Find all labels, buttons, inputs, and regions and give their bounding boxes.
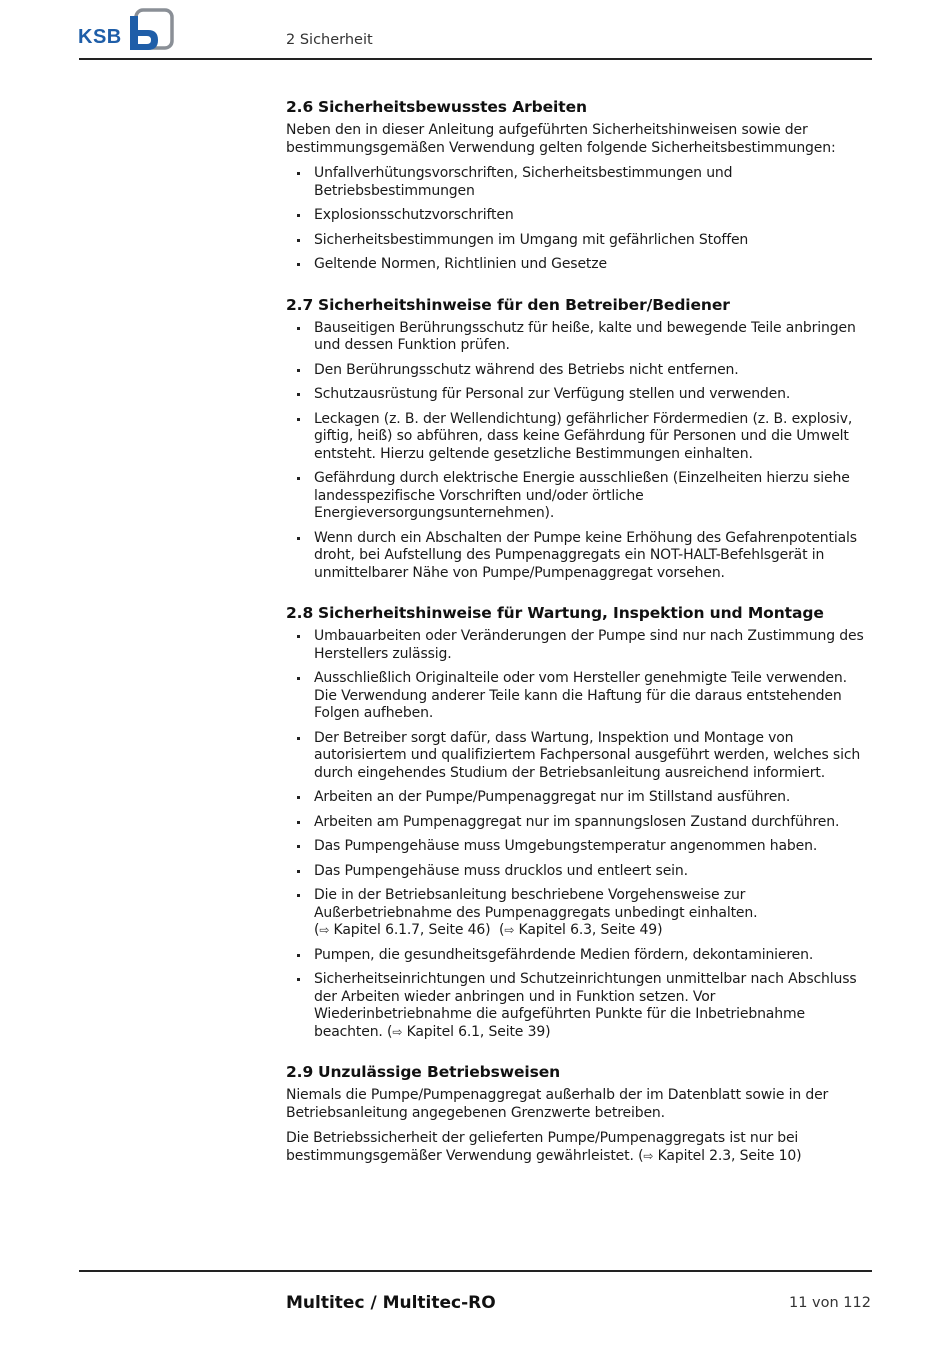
bullet-icon (297, 954, 300, 957)
bullet-icon (297, 677, 300, 680)
bullet-icon (297, 327, 300, 330)
footer-rule (79, 1270, 872, 1272)
list-item: Gefährdung durch elektrische Energie ausschließen (Einzelheiten hierzu siehe landesspezifische Vorschriften und/oder örtliche Energieversorgungsunternehmen). (286, 470, 872, 523)
list-item: Unfallverhütungsvorschriften, Sicherheitsbestimmungen und Betriebsbestimmungen (286, 165, 872, 200)
bullet-list (286, 165, 872, 274)
section-2-8 (286, 604, 872, 1041)
cross-reference-link[interactable]: Kapitel 2.3, Seite 10 (657, 1147, 797, 1164)
paragraph: Die Betriebssicherheit der gelieferten Pumpe/Pumpenaggregats ist nur bei bestimmungsgemäßer Verwendung gewährleistet. (⇨ Kapitel 2.3, Seite 10) (286, 1130, 802, 1164)
section-heading (286, 98, 872, 116)
list-item: Das Pumpengehäuse muss drucklos und entleert sein. (286, 863, 872, 881)
section-number: 2.8 (286, 604, 314, 622)
reference-arrow-icon: ⇨ (392, 1024, 403, 1039)
page-content (286, 98, 872, 1187)
list-item: Sicherheitseinrichtungen und Schutzeinrichtungen unmittelbar nach Abschluss der Arbeiten wieder anbringen und in Funktion setzen. Vor Wiederinbetriebnahme die aufgeführten Punkte für die Inbetriebnahme beachten. (⇨ Kapitel 6.1, Seite 39) (286, 971, 872, 1041)
section-title: Sicherheitsbewusstes Arbeiten (318, 98, 587, 116)
list-item: Ausschließlich Originalteile oder vom Hersteller genehmigte Teile verwenden. Die Verwendung anderer Teile kann die Haftung für die daraus entstehenden Folgen aufheben. (286, 670, 872, 723)
bullet-icon (297, 369, 300, 372)
section-intro: Neben den in dieser Anleitung aufgeführten Sicherheitshinweisen sowie der bestimmungsgemäßen Verwendung gelten folgende Sicherheitsbestimmungen: (286, 122, 836, 156)
list-item: Das Pumpengehäuse muss Umgebungstemperatur angenommen haben. (286, 838, 872, 856)
bullet-icon (297, 737, 300, 740)
bullet-icon (297, 263, 300, 266)
header-rule (79, 58, 872, 60)
ksb-logo (78, 8, 174, 52)
list-item: Die in der Betriebsanleitung beschriebene Vorgehensweise zur Außerbetriebnahme des Pumpenaggregats unbedingt einhalten. (⇨ Kapitel 6.1.7, Seite 46) (⇨ Kapitel 6.3, Seite 49) (286, 887, 872, 940)
section-number: 2.7 (286, 295, 314, 314)
section-2-7 (286, 296, 872, 583)
paragraph: Niemals die Pumpe/Pumpenaggregat außerhalb der im Datenblatt sowie in der Betriebsanleitung angegebenen Grenzwerte betreiben. (286, 1087, 829, 1121)
section-number: 2.6 (286, 98, 314, 116)
list-item: Pumpen, die gesundheitsgefährdende Medien fördern, dekontaminieren. (286, 947, 872, 965)
list-item: Explosionsschutzvorschriften (286, 207, 872, 225)
bullet-list (286, 628, 872, 1041)
bullet-icon (297, 870, 300, 873)
list-item: Wenn durch ein Abschalten der Pumpe keine Erhöhung des Gefahrenpotentials droht, bei Aufstellung des Pumpenaggregats ein NOT-HALT-Befehlsgerät in unmittelbarer Nähe von Pumpe/Pumpenaggregat vorsehen. (286, 530, 872, 583)
list-item: Der Betreiber sorgt dafür, dass Wartung, Inspektion und Montage von autorisiertem und qualifiziertem Fachpersonal ausgeführt werden, welches sich durch eingehendes Studium der Betriebsanleitung ausreichend informiert. (286, 730, 872, 783)
bullet-icon (297, 418, 300, 421)
list-item: Umbauarbeiten oder Veränderungen der Pumpe sind nur nach Zustimmung des Herstellers zulässig. (286, 628, 872, 663)
running-header-title: 2 Sicherheit (286, 32, 373, 48)
list-item: Geltende Normen, Richtlinien und Gesetze (286, 256, 872, 274)
bullet-list (286, 320, 872, 583)
cross-reference-link[interactable]: Kapitel 6.1, Seite 39 (406, 1023, 546, 1040)
bullet-icon (297, 214, 300, 217)
section-2-6 (286, 98, 872, 274)
list-item: Schutzausrüstung für Personal zur Verfügung stellen und verwenden. (286, 386, 872, 404)
section-title: Sicherheitshinweise für Wartung, Inspektion und Montage (318, 604, 824, 622)
list-item: Arbeiten am Pumpenaggregat nur im spannungslosen Zustand durchführen. (286, 814, 872, 832)
bullet-icon (297, 537, 300, 540)
section-heading (286, 296, 872, 314)
section-2-9 (286, 1063, 872, 1165)
bullet-icon (297, 393, 300, 396)
cross-reference-link[interactable]: Kapitel 6.1.7, Seite 46 (333, 922, 486, 938)
footer-page-number: 11 von 112 (789, 1295, 871, 1311)
reference-arrow-icon: ⇨ (504, 923, 515, 937)
bullet-icon (297, 477, 300, 480)
bullet-icon (297, 635, 300, 638)
section-heading (286, 604, 872, 622)
bullet-icon (297, 821, 300, 824)
bullet-icon (297, 239, 300, 242)
bullet-icon (297, 172, 300, 175)
list-item: Leckagen (z. B. der Wellendichtung) gefährlicher Fördermedien (z. B. explosiv, giftig, heiß) so abführen, dass keine Gefährdung für Personen und die Umwelt entsteht. Hierzu geltende gesetzliche Bestimmungen einhalten. (286, 411, 872, 464)
bullet-icon (297, 894, 300, 897)
section-heading (286, 1063, 872, 1081)
footer-product-title: Multitec / Multitec-RO (286, 1293, 496, 1313)
bullet-icon (297, 796, 300, 799)
page-header (0, 0, 950, 62)
bullet-icon (297, 978, 300, 981)
bullet-icon (297, 845, 300, 848)
section-title: Unzulässige Betriebsweisen (318, 1063, 561, 1081)
reference-arrow-icon: ⇨ (643, 1148, 654, 1163)
reference-arrow-icon: ⇨ (319, 923, 330, 937)
section-title: Sicherheitshinweise für den Betreiber/Bediener (318, 295, 730, 314)
section-number: 2.9 (286, 1063, 314, 1081)
list-item: Den Berührungsschutz während des Betriebs nicht entfernen. (286, 362, 872, 380)
ksb-logo-mark-icon (128, 8, 174, 52)
list-item: Arbeiten an der Pumpe/Pumpenaggregat nur im Stillstand ausführen. (286, 789, 872, 807)
list-item: Sicherheitsbestimmungen im Umgang mit gefährlichen Stoffen (286, 232, 872, 250)
list-item: Bauseitigen Berührungsschutz für heiße, kalte und bewegende Teile anbringen und dessen Funktion prüfen. (286, 320, 872, 355)
logo-text: KSB (78, 26, 122, 48)
cross-reference-link[interactable]: Kapitel 6.3, Seite 49 (518, 922, 658, 938)
